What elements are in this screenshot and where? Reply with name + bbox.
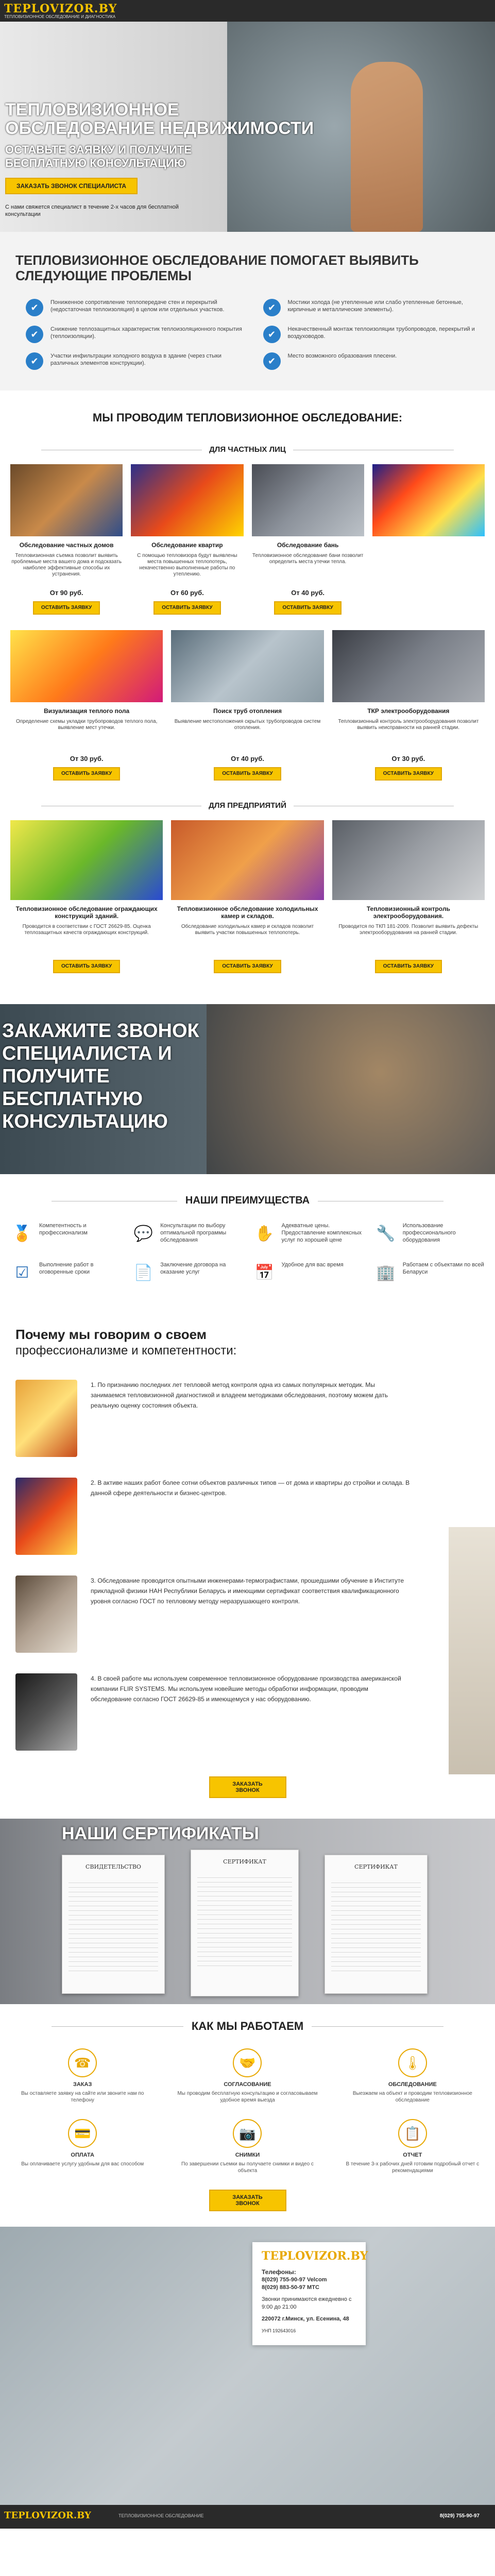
contact-logo: TEPLOVIZOR.BY	[262, 2249, 368, 2263]
pro-callback-button[interactable]: ЗАКАЗАТЬ ЗВОНОК	[209, 1776, 286, 1798]
advantage-item	[10, 1261, 121, 1285]
advantage-item	[131, 1261, 242, 1285]
service-title: Поиск труб отопления	[213, 707, 282, 715]
service-price: От 60 руб.	[170, 589, 204, 597]
step-text: В течение 3-х рабочих дней готовим подробный отчет с рекомендациями	[346, 2161, 480, 2174]
step-text: Мы проводим бесплатную консультацию и согласовываем удобное время выезда	[177, 2091, 318, 2103]
advantage-item	[374, 1222, 485, 1246]
private-subtitle-text: ДЛЯ ЧАСТНЫХ ЛИЦ	[202, 445, 293, 454]
private-services-row-1	[10, 464, 485, 615]
advantage-item	[253, 1261, 364, 1285]
how-grid	[10, 2048, 485, 2174]
certificate-card[interactable]	[62, 1855, 165, 1994]
hero-section	[0, 0, 495, 232]
advantage-text: Адекватные цены. Предоставление комплексных услуг по хорошей цене	[281, 1223, 362, 1243]
step-text: Выезжаем на объект и проводим тепловизионное обследование	[352, 2091, 472, 2103]
contacts-section	[0, 2227, 495, 2505]
certificate-icon: 🏅	[12, 1225, 32, 1242]
services-title: МЫ ПРОВОДИМ ТЕПЛОВИЗИОННОЕ ОБСЛЕДОВАНИЕ:	[92, 411, 403, 424]
unp: УНП 192643016	[262, 2328, 296, 2333]
advantage-text: Удобное для вас время	[281, 1262, 344, 1268]
how-step	[10, 2119, 155, 2174]
address: 220072 г.Минск, ул. Есенина, 48	[262, 2316, 349, 2322]
advantage-item	[374, 1261, 485, 1285]
how-step	[340, 2048, 485, 2104]
certificate-card[interactable]	[191, 1850, 299, 1996]
service-price: От 30 руб.	[70, 755, 104, 762]
order-button[interactable]: ОСТАВИТЬ ЗАЯВКУ	[53, 960, 120, 973]
problem-text: Место возможного образования плесени.	[287, 353, 397, 359]
problem-item	[26, 299, 243, 316]
problems-grid	[15, 299, 480, 370]
chat-icon: 💬	[133, 1225, 153, 1242]
certificate-title: СЕРТИФИКАТ	[354, 1863, 398, 1870]
problem-item	[263, 326, 480, 343]
step-title: СНИМКИ	[235, 2152, 260, 2158]
footer-logo[interactable]: TEPLOVIZOR.BY	[4, 2510, 91, 2521]
service-image	[10, 820, 163, 900]
pro-text: 2. В активе наших работ более сотни объектов различных типов — от дома и квартиры до стройки и склада. В данной сфере деятельности и бизнес-центров.	[91, 1479, 410, 1497]
contact-card	[252, 2242, 366, 2345]
callback-section	[0, 1004, 495, 1174]
certificate-body	[69, 1878, 158, 1971]
service-image	[10, 464, 123, 536]
pro-item	[15, 1575, 480, 1653]
check-icon: ✔	[26, 326, 43, 343]
service-image	[372, 464, 485, 536]
card-icon: 💳	[68, 2119, 97, 2148]
service-card	[332, 630, 485, 781]
step-title: СОГЛАСОВАНИЕ	[224, 2081, 271, 2088]
order-button[interactable]: ОСТАВИТЬ ЗАЯВКУ	[274, 601, 341, 615]
business-subtitle-text: ДЛЯ ПРЕДПРИЯТИЙ	[201, 801, 294, 810]
service-title: Обследование квартир	[151, 541, 223, 549]
step-text: По завершении съемки вы получаете снимки и видео с объекта	[181, 2161, 314, 2174]
professionalism-section	[0, 1306, 495, 1819]
service-desc: Выявление местоположения скрытых трубопроводов систем отопления.	[174, 719, 321, 731]
thermogram-image	[15, 1478, 77, 1555]
check-icon: ✔	[263, 352, 281, 370]
order-button[interactable]: ОСТАВИТЬ ЗАЯВКУ	[214, 960, 281, 973]
service-card	[171, 630, 323, 781]
private-subtitle	[10, 445, 485, 454]
how-title	[10, 2020, 485, 2033]
report-icon: 📋	[398, 2119, 427, 2148]
service-title: Тепловизионное обследование ограждающих конструкций зданий.	[15, 905, 158, 920]
phone-link-2[interactable]: 8(029) 883-50-97 МТС	[262, 2284, 319, 2291]
service-card	[332, 820, 485, 973]
problem-text: Мостики холода (не утепленные или слабо утепленные бетонные, кирпичные и металлические элементы).	[287, 299, 463, 313]
service-price: От 90 руб.	[49, 589, 83, 597]
pro-item	[15, 1380, 480, 1457]
service-desc: Тепловизионный контроль электрооборудования позволит выявить неисправности на ранней стадии.	[338, 719, 479, 731]
step-text: Вы оставляете заявку на сайте или звоните нам по телефону	[21, 2091, 144, 2103]
footer-phone[interactable]: 8(029) 755-90-97	[439, 2513, 480, 2519]
how-title-text: КАК МЫ РАБОТАЕМ	[183, 2020, 312, 2032]
step-title: ОПЛАТА	[71, 2152, 94, 2158]
contract-icon: 📄	[133, 1264, 153, 1281]
working-hours: Звонки принимаются ежедневно с 9:00 до 21:00	[262, 2296, 352, 2310]
order-button[interactable]: ОСТАВИТЬ ЗАЯВКУ	[214, 767, 281, 781]
advantage-text: Выполнение работ в оговоренные сроки	[39, 1262, 94, 1275]
certificate-body	[331, 1878, 421, 1971]
pro-item	[15, 1673, 480, 1751]
advantage-item	[131, 1222, 242, 1246]
certificates-section	[0, 1819, 495, 2004]
service-card	[252, 464, 364, 615]
service-image	[332, 630, 485, 702]
order-button[interactable]: ОСТАВИТЬ ЗАЯВКУ	[153, 601, 220, 615]
footer	[0, 2505, 495, 2529]
problems-section	[0, 232, 495, 391]
buildings-icon: 🏢	[376, 1264, 396, 1281]
service-card	[10, 630, 163, 781]
checklist-icon: ☑	[15, 1264, 29, 1281]
problem-item	[26, 326, 243, 343]
service-price: От 30 руб.	[391, 755, 425, 762]
service-title: Обследование бань	[277, 541, 339, 549]
check-icon: ✔	[26, 352, 43, 370]
check-icon: ✔	[26, 299, 43, 316]
service-title: Обследование частных домов	[19, 541, 114, 549]
advantage-text: Работаем с объектами по всей Беларуси	[402, 1262, 484, 1275]
how-we-work-section	[0, 2004, 495, 2227]
order-button[interactable]: ОСТАВИТЬ ЗАЯВКУ	[375, 767, 442, 781]
side-photo	[449, 1527, 495, 1774]
hero-title: ТЕПЛОВИЗИОННОЕ ОБСЛЕДОВАНИЕ НЕДВИЖИМОСТИ	[5, 100, 314, 138]
service-card	[372, 464, 485, 615]
pro-item	[15, 1478, 480, 1555]
service-image	[10, 630, 163, 702]
service-price: От 40 руб.	[291, 589, 325, 597]
service-card	[171, 820, 323, 973]
handshake-icon: 🤝	[233, 2048, 262, 2077]
thermal-camera-image	[15, 1380, 77, 1457]
calendar-icon: 📅	[254, 1264, 275, 1281]
pro-title-line1: Почему мы говорим о своем	[15, 1327, 207, 1342]
business-subtitle	[10, 801, 485, 810]
pro-text: 3. Обследование проводится опытными инженерами-термографистами, прошедшими обучение в Институте прикладной физики НАН Республики Беларусь и имеющими сертификат соответствия квалификационного уровня согласно ГОСТ по тепловому методу неразрушающего контроля.	[91, 1577, 404, 1605]
check-icon: ✔	[263, 299, 281, 316]
phone-link-1[interactable]: 8(029) 755-90-97 Velcom	[262, 2277, 327, 2283]
advantages-section	[0, 1174, 495, 1306]
service-desc: Проводится по ТКП 181-2009. Позволит выявить дефекты электрооборудования на ранней стадии.	[338, 924, 479, 936]
order-button[interactable]: ОСТАВИТЬ ЗАЯВКУ	[53, 767, 120, 781]
problem-text: Участки инфильтрации холодного воздуха в здание (через стыки различных элементов конструкции).	[50, 353, 221, 366]
footer-slogan: ТЕПЛОВИЗИОННОЕ ОБСЛЕДОВАНИЕ	[118, 2513, 204, 2518]
service-desc: Тепловизионная съемка позволит выявить проблемные места вашего дома и подсказать наиболее эффективные способы их устранения.	[11, 553, 122, 577]
service-price: От 40 руб.	[231, 755, 264, 762]
service-card	[10, 464, 123, 615]
service-image	[252, 464, 364, 536]
hero-person-image	[351, 62, 423, 232]
how-step	[175, 2119, 319, 2174]
engineer-image	[15, 1575, 77, 1653]
service-desc: Проводится в соответствии с ГОСТ 26629-85. Оценка теплозащитных качеств ограждающих конструкций.	[22, 924, 151, 936]
private-services-row-2	[10, 630, 485, 781]
logo-subtitle: ТЕПЛОВИЗИОННОЕ ОБСЛЕДОВАНИЕ И ДИАГНОСТИКА	[4, 14, 116, 19]
service-card	[131, 464, 243, 615]
advantages-grid	[10, 1222, 485, 1285]
service-image	[171, 820, 323, 900]
step-title: ОТЧЕТ	[403, 2152, 422, 2158]
service-title: Визуализация теплого пола	[44, 707, 130, 715]
service-image	[332, 820, 485, 900]
callback-photo	[207, 1004, 495, 1174]
problem-item	[263, 352, 480, 370]
service-desc: Определение схемы укладки трубопроводов теплого пола, выявление мест утечки.	[15, 719, 158, 731]
pro-text: 1. По признанию последних лет тепловой метод контроля одна из самых популярных методик. Мы занимаемся тепловизионной диагностикой и владеем методиками обследования, поэтому можем дать реальную оценку состояния объекта.	[91, 1381, 388, 1409]
how-step	[340, 2119, 485, 2174]
certificate-body	[197, 1873, 292, 1966]
certificate-title: СВИДЕТЕЛЬСТВО	[86, 1863, 141, 1870]
hero-note: С нами свяжется специалист в течение 2-х часов для бесплатной консультации	[5, 204, 179, 217]
thermometer-icon: 🌡	[398, 2048, 427, 2077]
top-bar	[0, 0, 495, 22]
check-icon: ✔	[263, 326, 281, 343]
hero-callback-button[interactable]: ЗАКАЗАТЬ ЗВОНОК СПЕЦИАЛИСТА	[5, 178, 138, 194]
camera-icon: 📷	[233, 2119, 262, 2148]
advantages-title-text: НАШИ ПРЕИМУЩЕСТВА	[177, 1195, 318, 1206]
phones-label: Телефоны:	[262, 2268, 296, 2276]
problem-text: Снижение теплозащитных характеристик теплоизоляционного покрытия (теплоизоляции).	[50, 326, 242, 340]
tools-icon: 🔧	[376, 1225, 396, 1242]
problem-text: Пониженное сопротивление теплопередаче стен и перекрытий (недостаточная теплоизоляция) в целом или отдельных участков.	[50, 299, 225, 313]
service-title: Тепловизионное обследование холодильных камер и складов.	[177, 905, 318, 920]
service-image	[171, 630, 323, 702]
service-image	[131, 464, 243, 536]
advantages-title	[10, 1195, 485, 1207]
step-title: ЗАКАЗ	[73, 2081, 92, 2088]
services-section	[0, 391, 495, 984]
callback-title: ЗАКАЖИТЕ ЗВОНОК СПЕЦИАЛИСТА И ПОЛУЧИТЕ БЕСПЛАТНУЮ КОНСУЛЬТАЦИЮ	[2, 1020, 199, 1132]
service-title: ТКР электрооборудования	[367, 707, 450, 715]
service-title: Тепловизионный контроль электрооборудования.	[366, 905, 450, 920]
hand-icon: ✋	[254, 1225, 275, 1242]
pro-text: 4. В своей работе мы используем современное тепловизионное оборудование производства американской компании FLIR SYSTEMS. Мы используем новейшие методы обработки информации, проводим обследование согласно ГОСТ 26629-85 и имеющемуся у нас оборудованию.	[91, 1675, 401, 1703]
pro-title-line2: профессионализме и компетентности:	[15, 1344, 237, 1358]
certificate-title: СЕРТИФИКАТ	[223, 1858, 266, 1865]
how-step	[175, 2048, 319, 2104]
advantage-text: Использование профессионального оборудования	[402, 1223, 456, 1243]
service-card	[10, 820, 163, 973]
service-desc: С помощью тепловизора будут выявлены места повышенных теплопотерь, некачественно выполненные работы по утеплению.	[137, 553, 237, 577]
advantage-item	[10, 1222, 121, 1246]
order-button[interactable]: ОСТАВИТЬ ЗАЯВКУ	[375, 960, 442, 973]
advantage-text: Заключение договора на оказание услуг	[160, 1262, 226, 1275]
problems-title: ТЕПЛОВИЗИОННОЕ ОБСЛЕДОВАНИЕ ПОМОГАЕТ ВЫЯВИТЬ СЛЕДУЮЩИЕ ПРОБЛЕМЫ	[15, 252, 419, 283]
service-desc: Обследование холодильных камер и складов позволит выявить участки повышенных теплопотерь.	[181, 924, 314, 936]
hero-subtitle: ОСТАВЬТЕ ЗАЯВКУ И ПОЛУЧИТЕ БЕСПЛАТНУЮ КОНСУЛЬТАЦИЮ	[5, 143, 192, 170]
problem-item	[263, 299, 480, 316]
order-button[interactable]: ОСТАВИТЬ ЗАЯВКУ	[33, 601, 100, 615]
advantage-item	[253, 1222, 364, 1246]
problem-text: Некачественный монтаж теплоизоляции трубопроводов, перекрытий и воздуховодов.	[287, 326, 475, 340]
problem-item	[26, 352, 243, 370]
how-callback-button[interactable]: ЗАКАЗАТЬ ЗВОНОК	[209, 2190, 286, 2211]
certificates-title: НАШИ СЕРТИФИКАТЫ	[62, 1824, 259, 1843]
phone-icon: ☎	[68, 2048, 97, 2077]
advantage-text: Компетентность и профессионализм	[39, 1223, 88, 1236]
service-desc: Тепловизионное обследование бани позволит определить места утечки тепла.	[252, 553, 364, 565]
professionalism-title	[15, 1326, 304, 1359]
step-text: Вы оплачиваете услугу удобным для вас способом	[21, 2161, 144, 2167]
advantage-text: Консультации по выбору оптимальной программы обследования	[160, 1223, 227, 1243]
certificate-card[interactable]	[325, 1855, 428, 1994]
site-logo[interactable]: TEPLOVIZOR.BY	[4, 2, 117, 15]
how-step	[10, 2048, 155, 2104]
business-services-row	[10, 820, 485, 973]
equipment-image	[15, 1673, 77, 1751]
step-title: ОБСЛЕДОВАНИЕ	[388, 2081, 437, 2088]
